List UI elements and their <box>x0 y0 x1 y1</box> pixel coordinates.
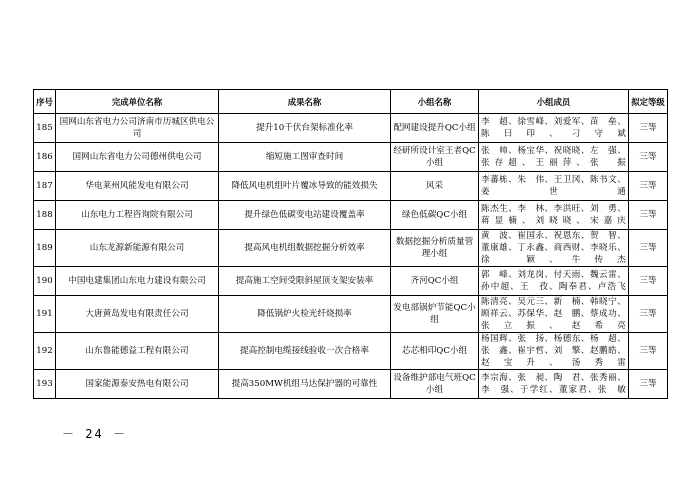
table-row <box>34 296 668 333</box>
cell-members: 陈杰生、李 林、李洪旺、刘 勇、蒋显楠、刘晓晓、宋嘉庆 <box>479 201 629 230</box>
header-grade: 拟定等级 <box>629 90 668 114</box>
cell-members: 李蕃栋、朱 伟、王卫冈、陈书文、姜世通 <box>479 172 629 201</box>
table-row <box>34 114 668 143</box>
header-members: 小组成员 <box>479 90 629 114</box>
cell-members: 杨国辉、张 扬、杨德东、杨 超、张 鑫、崔宇哲、刘 擎、赵鹏皓、赵宝升、汤秀雷 <box>479 333 629 370</box>
cell-members: 李宗海、张 昶、陶 君、张秀丽、李 强、于学红、董家君、张 敏 <box>479 370 629 399</box>
cell-group: 设备维护部电气班QC小组 <box>391 370 479 399</box>
header-group: 小组名称 <box>391 90 479 114</box>
cell-grade: 三等 <box>629 230 668 267</box>
cell-title: 缩短施工图审查时间 <box>219 143 391 172</box>
cell-unit: 国网山东省电力公司济南市历城区供电公司 <box>56 114 219 143</box>
cell-no: 192 <box>34 333 56 370</box>
cell-no: 186 <box>34 143 56 172</box>
cell-title: 提升绿色低碳变电站建设覆盖率 <box>219 201 391 230</box>
cell-group: 配网建设提升QC小组 <box>391 114 479 143</box>
cell-group: 经研所设计室王者QC小组 <box>391 143 479 172</box>
cell-group: 数据挖掘分析质量管理小组 <box>391 230 479 267</box>
cell-no: 188 <box>34 201 56 230</box>
cell-group: 绿色低碳QC小组 <box>391 201 479 230</box>
cell-grade: 三等 <box>629 143 668 172</box>
award-table <box>33 89 668 399</box>
table-row <box>34 172 668 201</box>
cell-grade: 三等 <box>629 201 668 230</box>
table-row <box>34 230 668 267</box>
table-row <box>34 267 668 296</box>
cell-group: 齐河QC小组 <box>391 267 479 296</box>
cell-title: 提升10千伏台架标准化率 <box>219 114 391 143</box>
cell-members: 张 帅、杨宝华、祝晓晓、左 强、张存超、王丽萍、张 振 <box>479 143 629 172</box>
header-unit: 完成单位名称 <box>56 90 219 114</box>
table-header-row <box>34 90 668 114</box>
cell-no: 191 <box>34 296 56 333</box>
cell-group: 发电部锅炉节能QC小组 <box>391 296 479 333</box>
cell-no: 187 <box>34 172 56 201</box>
page-number: － 24 － <box>62 427 127 441</box>
cell-title: 降低锅炉火检光纤烧损率 <box>219 296 391 333</box>
cell-title: 提高350MW机组马达保护器的可靠性 <box>219 370 391 399</box>
header-title: 成果名称 <box>219 90 391 114</box>
table-row <box>34 201 668 230</box>
header-no: 序号 <box>34 90 56 114</box>
cell-grade: 三等 <box>629 296 668 333</box>
cell-no: 189 <box>34 230 56 267</box>
cell-unit: 山东鲁能德益工程有限公司 <box>56 333 219 370</box>
cell-no: 190 <box>34 267 56 296</box>
cell-unit: 大唐黄岛发电有限责任公司 <box>56 296 219 333</box>
table-row <box>34 143 668 172</box>
cell-grade: 三等 <box>629 333 668 370</box>
cell-unit: 国家能源泰安热电有限公司 <box>56 370 219 399</box>
cell-members: 郭 峰、刘龙岗、付天雨、魏云雷、孙中超、王 孜、陶奉君、卢浩飞 <box>479 267 629 296</box>
cell-title: 提高控制电缆接线验收一次合格率 <box>219 333 391 370</box>
cell-unit: 中国电建集团山东电力建设有限公司 <box>56 267 219 296</box>
cell-unit: 山东龙源新能源有限公司 <box>56 230 219 267</box>
cell-members: 李 超、徐雪峰、刘爱军、苗 垒、陈曰印、刁守斌 <box>479 114 629 143</box>
cell-members: 陈清亮、吴元三、新 楠、韩晓宁、顾祥云、苏保华、赵 鹏、蔡成功、张立振、赵希亮 <box>479 296 629 333</box>
cell-group: 芯芯相印QC小组 <box>391 333 479 370</box>
cell-no: 193 <box>34 370 56 399</box>
table-row <box>34 370 668 399</box>
cell-grade: 三等 <box>629 267 668 296</box>
cell-unit: 山东电力工程咨询院有限公司 <box>56 201 219 230</box>
cell-grade: 三等 <box>629 172 668 201</box>
cell-members: 黄 波、崔国永、祝恩东、贺 智、董康雄、丁永鑫、商西财、李晓乐、徐 颖、牛传杰 <box>479 230 629 267</box>
cell-no: 185 <box>34 114 56 143</box>
cell-unit: 华电莱州风能发电有限公司 <box>56 172 219 201</box>
cell-group: 风采 <box>391 172 479 201</box>
cell-grade: 三等 <box>629 114 668 143</box>
cell-grade: 三等 <box>629 370 668 399</box>
cell-title: 降低风电机组叶片覆冰导致的能效损失 <box>219 172 391 201</box>
cell-title: 提高风电机组数据挖掘分析效率 <box>219 230 391 267</box>
cell-title: 提高施工空间受限斜屋顶支架安装率 <box>219 267 391 296</box>
cell-unit: 国网山东省电力公司德州供电公司 <box>56 143 219 172</box>
table-row <box>34 333 668 370</box>
